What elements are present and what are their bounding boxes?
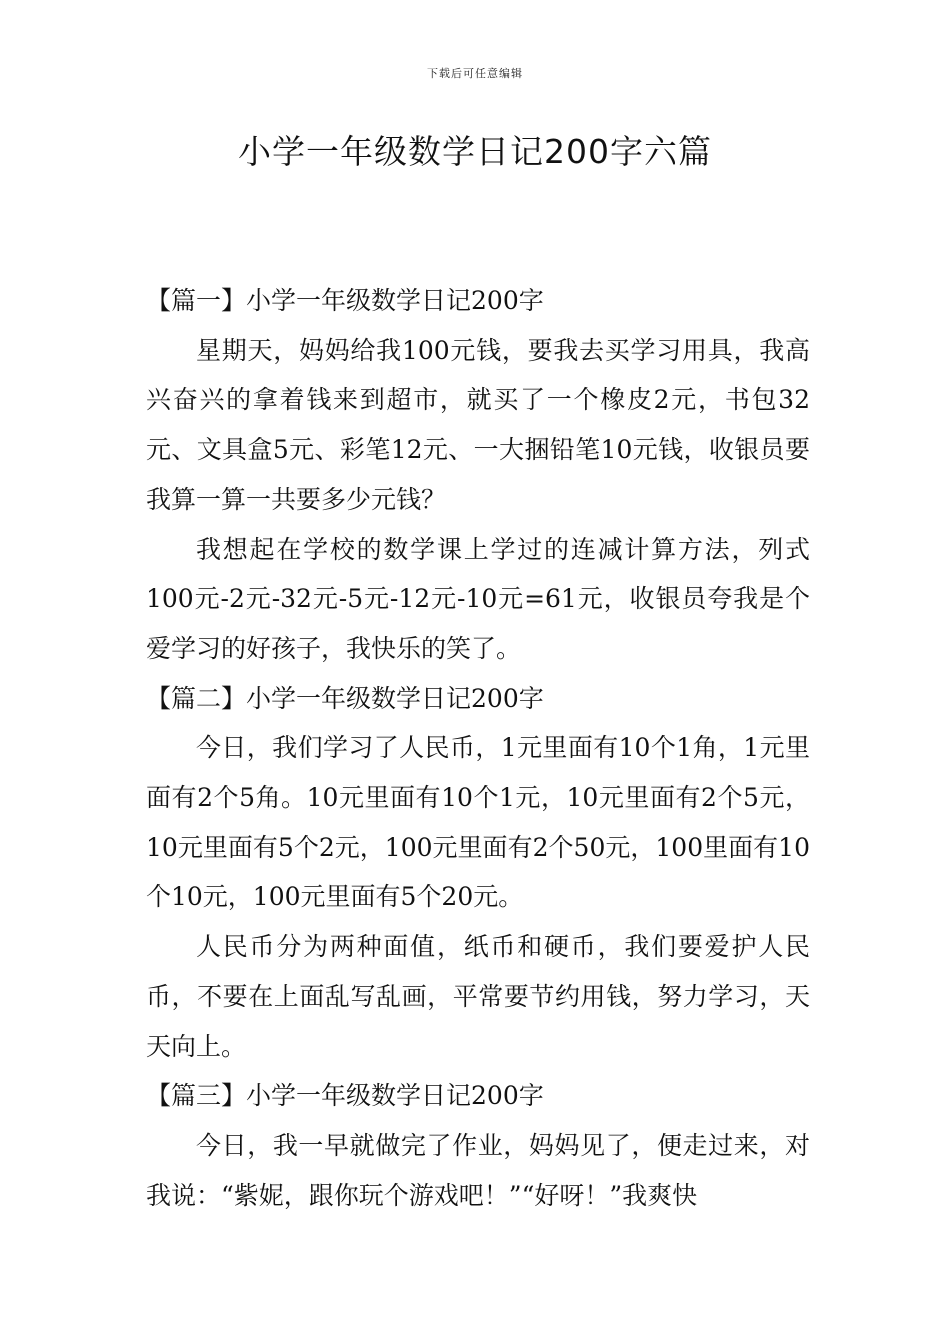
section-2-paragraph-1: 今日，我们学习了人民币，1元里面有10个1角，1元里面有2个5角。10元里面有10个1元，10元里面有2个5元，10元里面有5个2元，100元里面有2个50元，100里面有10个10元，100元里面有5个20元。 [146, 733, 810, 912]
section-1-paragraph-2: 我想起在学校的数学课上学过的连减计算方法，列式100元-2元-32元-5元-12元-10元=61元，收银员夸我是个爱学习的好孩子，我快乐的笑了。 [146, 534, 810, 663]
section-heading-2: 【篇二】小学一年级数学日记200字 [146, 683, 544, 713]
header-note: 下载后可任意编辑 [427, 67, 523, 80]
section-heading-3: 【篇三】小学一年级数学日记200字 [146, 1081, 544, 1111]
document-body [146, 276, 810, 1220]
section-1-paragraph-1: 星期天，妈妈给我100元钱，要我去买学习用具，我高兴奋兴的拿着钱来到超市，就买了一个橡皮2元，书包32元、文具盒5元、彩笔12元、一大捆铅笔10元钱，收银员要我算一算一共要多少元钱？ [146, 335, 810, 514]
section-heading-1: 【篇一】小学一年级数学日记200字 [146, 286, 544, 315]
document-title: 小学一年级数学日记200字六篇 [238, 132, 712, 171]
section-2-paragraph-2: 人民币分为两种面值，纸币和硬币，我们要爱护人民币，不要在上面乱写乱画，平常要节约用钱，努力学习，天天向上。 [146, 932, 810, 1061]
section-3-paragraph-1: 今日，我一早就做完了作业，妈妈见了，便走过来，对我说：“紫妮，跟你玩个游戏吧！”“好呀！”我爽快 [146, 1130, 810, 1210]
